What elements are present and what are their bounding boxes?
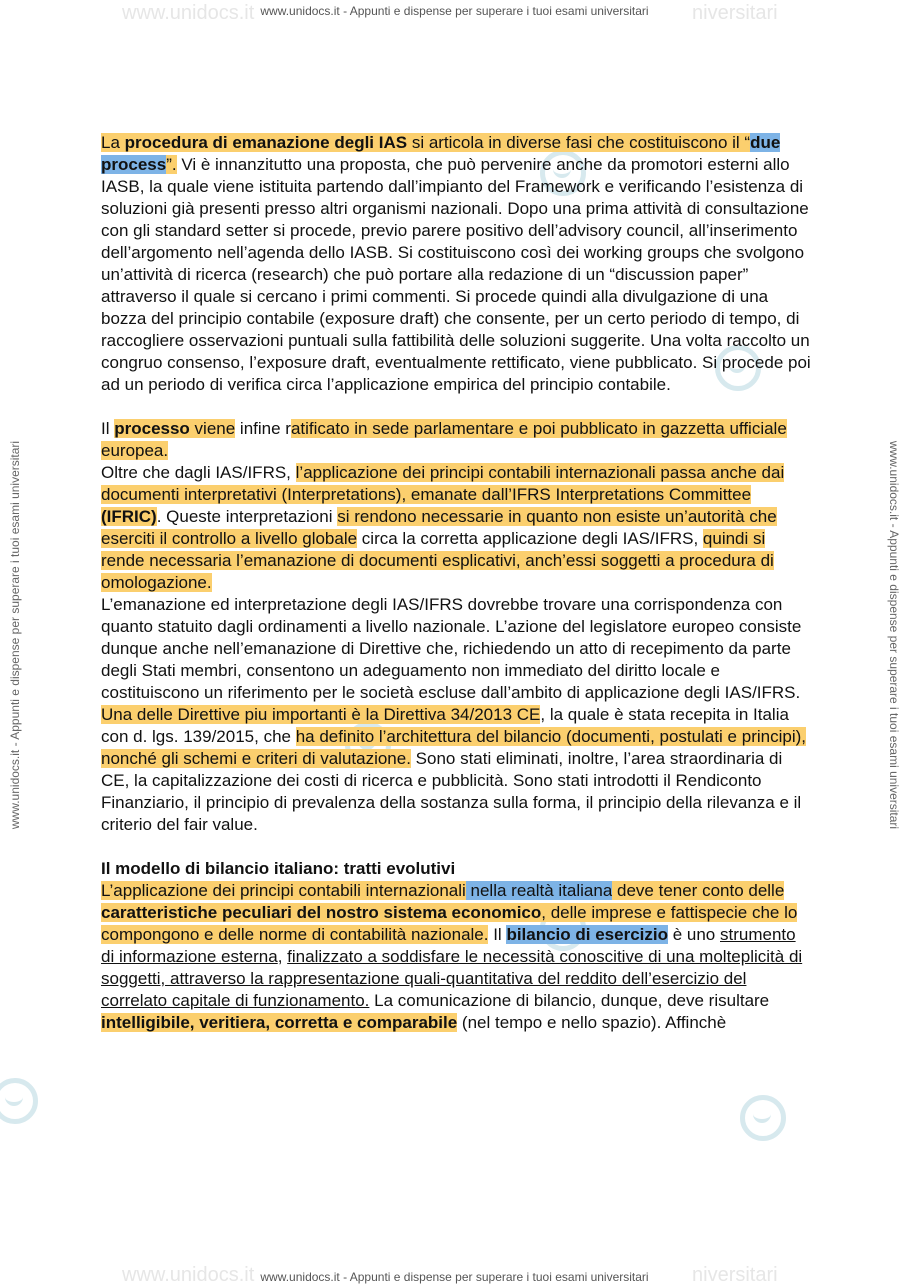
text-run: è uno: [668, 925, 720, 944]
bold-term: (IFRIC): [101, 507, 157, 526]
highlighted-text: , delle imprese e fattispecie che lo compongono e delle norme di contabilità nazionale.: [101, 903, 798, 944]
watermark-bottom: www.unidocs.it - Appunti e dispense per superare i tuoi esami universitari: [260, 1270, 649, 1284]
highlighted-text: si rendono necessarie in quanto non esiste un’autorità che eserciti il controllo a livello globale: [101, 507, 777, 548]
paragraph-direttive: L’emanazione ed interpretazione degli IAS/IFRS dovrebbe trovare una corrispondenza con quanto statuito dagli ordinamenti a livello nazionale. L’azione del legislatore europeo consiste dunque anche nell’emanazione di Direttive che, richiedendo un atto di recepimento da parte degli Stati membri, consentono un adeguamento non immediato del diritto locale e costituiscono un riferimento per le società escluse dall’ambito di applicazione degli IAS/IFRS.: [101, 595, 802, 702]
text-run: (nel tempo e nello spazio). Affinchè: [457, 1013, 727, 1032]
ghost-watermark-top-right: niversitari: [692, 2, 778, 24]
text-run: Sono stati eliminati, inoltre, l’area straordinaria di CE, la capitalizzazione dei costi di ricerca e pubblicità. Sono stati introdotti il Rendiconto Finanziario, il principio di prevalenza della sostanza sulla forma, il principio della rilevanza e il criterio del fair value.: [101, 749, 802, 834]
highlighted-text: si articola in diverse fasi che costituiscono il “: [407, 133, 751, 152]
underlined-text: finalizzato a soddisfare le necessità conoscitive di una molteplicità di soggetti, attraverso la rappresentazione quali-quantitativa del reddito dell’esercizio del correlato capitale di funzionamento.: [101, 947, 803, 1010]
ghost-watermark-top-left: www.unidocs.it: [122, 2, 255, 24]
text-run: circa la corretta applicazione degli IAS/IFRS,: [357, 529, 703, 548]
bold-term: caratteristiche peculiari del nostro sistema economico: [101, 903, 542, 922]
text-run: La comunicazione di bilancio, dunque, deve risultare: [369, 991, 770, 1010]
bold-term-blue: bilancio di esercizio: [506, 925, 668, 944]
paragraph-ifric: [101, 462, 811, 594]
unidocs-logo-icon: [740, 1095, 786, 1141]
text-run: , la quale è stata recepita in Italia con d. lgs. 139/2015, che: [101, 705, 789, 746]
text-run: . Queste interpretazioni: [156, 507, 338, 526]
bold-term-blue: due process: [101, 133, 781, 174]
ghost-watermark-bottom-right: niversitari: [692, 1264, 778, 1286]
highlighted-text-blue: nella realtà italiana: [465, 881, 613, 900]
text-run: ,: [277, 947, 288, 966]
highlighted-text: L’applicazione dei principi contabili internazionali: [101, 881, 466, 900]
highlighted-text: viene: [189, 419, 236, 438]
watermark-right: www.unidocs.it - Appunti e dispense per superare i tuoi esami universitari: [887, 440, 901, 830]
underlined-text: strumento di informazione esterna: [101, 925, 796, 966]
document-body: [101, 132, 811, 1034]
watermark-top: www.unidocs.it - Appunti e dispense per superare i tuoi esami universitari: [260, 4, 649, 18]
bold-term: procedura di emanazione degli IAS: [124, 133, 408, 152]
highlighted-text: ”.: [166, 155, 177, 174]
text-run: Il: [101, 419, 115, 438]
text-run: Oltre che dagli IAS/IFRS,: [101, 463, 296, 482]
paragraph-due-process: [101, 132, 811, 396]
highlighted-text: l’applicazione dei principi contabili internazionali passa anche dai documenti interpretativi (Interpretations), emanate dall’IFRS Interpretations Committee: [101, 463, 785, 504]
highlighted-text: quindi si rende necessaria l’emanazione di documenti esplicativi, anch’essi soggetti a procedura di omologazione.: [101, 529, 774, 592]
text-run: Vi è innanzitutto una proposta, che può pervenire anche da promotori esterni allo IASB, la quale viene istituita partendo dall’impianto del Framework e verificando l’esistenza di soluzioni già presenti presso altri organismi nazionali. Dopo una prima attività di consultazione con gli standard setter si procede, previo parere positivo dell’advisory council, all’inserimento dell’argomento nell’agenda dello IASB. Si costituiscono così dei working groups che svolgono un’attività di ricerca (research) che può portare alla redazione di un “discussion paper” attraverso il quale si cercano i primi commenti. Si procede quindi alla divulgazione di una bozza del principio contabile (exposure draft) che consente, per un certo periodo di tempo, di raccogliere osservazioni puntuali sulla fattibilità delle soluzioni suggerite. Una volta raccolto un congruo consenso, l’exposure draft, eventualmente rettificato, viene pubblicato. Si procede poi ad un periodo di verifica circa l’applicazione empirica del principio contabile.: [101, 155, 811, 394]
section-heading: Il modello di bilancio italiano: tratti evolutivi: [101, 859, 456, 878]
unidocs-logo-icon: [0, 1078, 38, 1124]
ghost-watermark-bottom-left: www.unidocs.it: [122, 1264, 255, 1286]
bold-term: intelligibile, veritiera, corretta e comparabile: [101, 1013, 458, 1032]
highlighted-text: ha definito l’architettura del bilancio (documenti, postulati e principi), nonché gli schemi e criteri di valutazione.: [101, 727, 806, 768]
paragraph-direttiva-34-2013: [101, 704, 811, 836]
bold-term: processo: [114, 419, 190, 438]
watermark-left: www.unidocs.it - Appunti e dispense per superare i tuoi esami universitari: [8, 440, 22, 830]
text-run: La: [101, 133, 125, 152]
highlighted-text: deve tener conto delle: [612, 881, 785, 900]
text-run: Il: [488, 925, 507, 944]
paragraph-modello-italiano: [101, 880, 811, 1034]
paragraph-ratifica: [101, 418, 811, 462]
text-run: infine r: [235, 419, 291, 438]
highlighted-text: Una delle Direttive piu importanti è la Direttiva 34/2013 CE: [101, 705, 541, 724]
highlighted-text: atificato in sede parlamentare e poi pubblicato in gazzetta ufficiale europea.: [101, 419, 787, 460]
